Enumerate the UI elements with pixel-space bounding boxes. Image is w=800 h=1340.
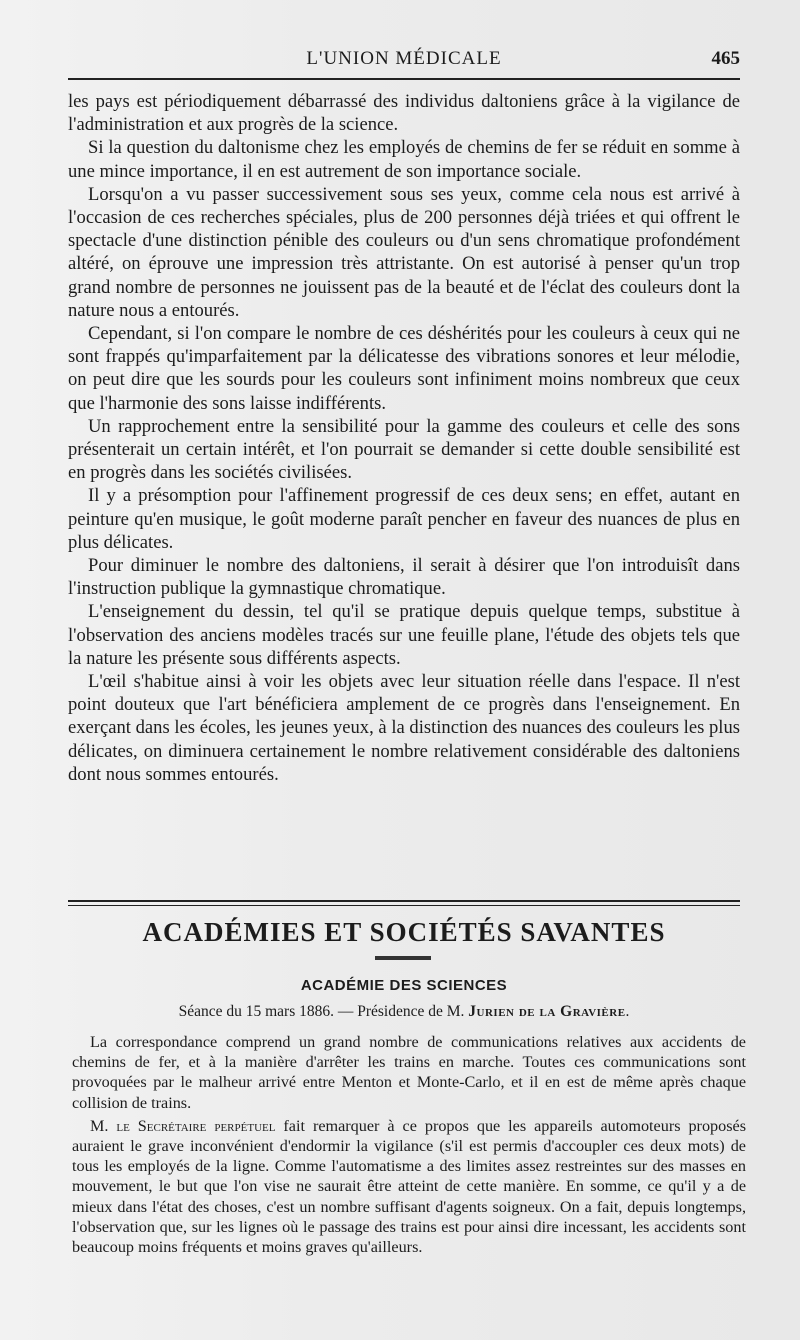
session-president: Jurien de la Gravière [468, 1003, 626, 1020]
session-suffix: . [625, 1003, 630, 1020]
paragraph: Pour diminuer le nombre des daltoniens, il serait à désirer que l'on introduisît dans l'instruction publique la gymnastique chromatique. [68, 555, 740, 600]
paragraph: L'enseignement du dessin, tel qu'il se pratique depuis quelque temps, substitue à l'observation des anciens modèles tracés sur une feuille plane, l'étude des objets tels que la nature les présente sous différents aspects. [68, 601, 740, 669]
paragraph: les pays est périodiquement débarrassé des individus daltoniens grâce à la vigilance de l'administration et aux progrès de la science. [68, 91, 740, 136]
header-rule [68, 78, 740, 80]
session-date: Séance du 15 mars 1886. — Présidence de M. [178, 1003, 469, 1020]
minutes-paragraph [72, 1116, 746, 1257]
page-header [68, 44, 740, 74]
paragraph: Cependant, si l'on compare le nombre de ces déshérités pour les couleurs à ceux qui ne sont frappés qu'imparfaitement par la délicatesse des vibrations sonores et leur mélodie, on peut dire que les sourds pour les couleurs sont infiniment moins nombreux que ceux que l'harmonie des sons laisse indifférents. [68, 323, 740, 414]
speaker-statement: fait remarquer à ce propos que les appareils automoteurs proposés auraient le grave inconvénient d'endormir la vigilance (s'il est permis d'accoupler ces deux mots) de tous les employés de la ligne. Comme l'automatisme a des limites assez restreintes sur des masses en mouvement, le but que l'on vise ne saurait être atteint de cette manière. En somme, ce qu'il y a de mieux dans l'état des choses, c'est un nombre suffisant d'agents soigneux. On a fait, depuis longtemps, l'observation que, sur les lignes où le passage des trains est pour ainsi dire incessant, les accidents sont beaucoup moins fréquents et moins graves qu'ailleurs. [72, 1116, 747, 1257]
page-number: 465 [711, 48, 740, 69]
speaker-name: M. le Secrétaire perpétuel [90, 1116, 276, 1135]
title-ornament [375, 956, 431, 960]
paragraph: Un rapprochement entre la sensibilité pour la gamme des couleurs et celle des sons présenterait un certain intérêt, et l'on pourrait se demander si cette double sensibilité est en progrès dans les sociétés civilisées. [68, 415, 740, 484]
paragraph: Si la question du daltonisme chez les employés de chemins de fer se réduit en somme à une mince importance, il en est autrement de son importance sociale. [68, 137, 740, 182]
running-title: L'UNION MÉDICALE [306, 48, 502, 69]
minutes-paragraph: La correspondance comprend un grand nombre de communications relatives aux accidents de chemins de fer, et à la manière d'arrêter les trains en marche. Toutes ces communications sont provoquées par le malheur arrivé entre Menton et Monte-Carlo, et il en est de même après chaque collision de trains. [72, 1033, 746, 1112]
paragraph: Il y a présomption pour l'affinement progressif de ces deux sens; en effet, autant en peinture qu'en musique, le goût moderne paraît pencher en faveur des nuances de plus en plus délicates. [68, 485, 740, 553]
paragraph: Lorsqu'on a vu passer successivement sous ses yeux, comme cela nous est arrivé à l'occasion de ces recherches spéciales, plus de 200 personnes déjà triées et qui offrent le spectacle d'une distinction pénible des couleurs ou d'un sens chromatique profondément altéré, on éprouve une impression très attristante. On est autorisé à penser qu'un trop grand nombre de personnes ne jouissent pas de la beauté et de l'éclat des couleurs dont la nature nous a entourés. [68, 183, 740, 321]
session-minutes [72, 1032, 746, 1260]
subsection-title: ACADÉMIE DES SCIENCES [300, 977, 508, 994]
article-body [68, 90, 740, 786]
section-divider [68, 900, 740, 906]
paragraph: L'œil s'habitue ainsi à voir les objets avec leur situation réelle dans l'espace. Il n'est point douteux que l'art bénéficiera amplement de ce progrès dans l'enseignement. En exerçant dans les écoles, les jeunes yeux, à la distinction des nuances des couleurs les plus délicates, on diminuera certainement le nombre relativement considérable des daltoniens dont nous sommes entourés. [68, 671, 740, 785]
session-line [68, 1003, 740, 1021]
section-title: ACADÉMIES ET SOCIÉTÉS SAVANTES [142, 917, 666, 947]
